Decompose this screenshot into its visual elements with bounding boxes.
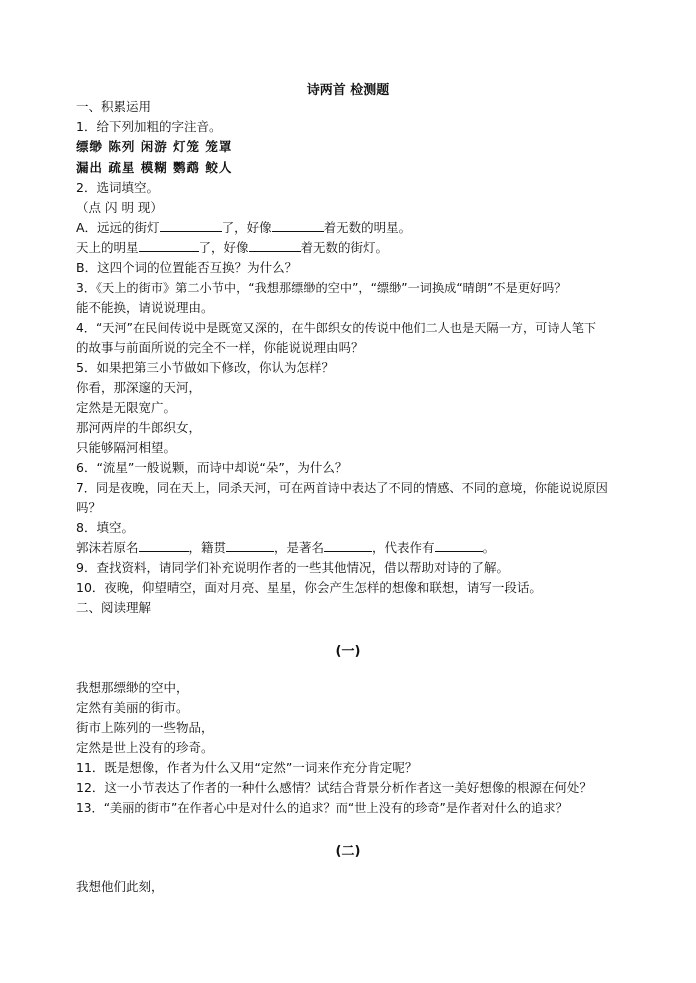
answer-blank[interactable] (226, 541, 274, 552)
poem-line: 街市上陈列的一些物品， (76, 720, 214, 735)
poem-line: 定然是世上没有的珍奇。 (76, 740, 214, 755)
question-9: 9．查找资料，请同学们补充说明作者的一些其他情况，借以帮助对诗的了解。 (76, 560, 509, 575)
part-title: (二) (335, 844, 361, 859)
question-6: 6．“流星”一般说颗，而诗中却说“朵”，为什么？ (76, 460, 348, 475)
question-7-line-1: 7．同是夜晚，同在天上，同杀天河，可在两首诗中表达了不同的情感、不同的意境，你能说说原因 (76, 481, 608, 495)
section-heading: 一、积累运用 (76, 99, 152, 114)
answer-blank[interactable] (139, 241, 199, 252)
question-7-line-2: 吗？ (76, 500, 102, 515)
question-3-line-2: 能不能换，请说说理由。 (76, 300, 214, 315)
question-4-line-1: 4．“天河”在民间传说中是既宽又深的，在牛郎织女的传说中他们二人也是天隔一方，可诗人笔下 (76, 321, 597, 335)
poem-line: 只能够隔河相望。 (76, 440, 177, 455)
answer-blank[interactable] (160, 221, 222, 232)
page-title: 诗两首 检测题 (306, 83, 390, 98)
question-3-line-1: 3．《天上的街市》第二小节中，“我想那缥缈的空中”，“缥缈”一词换成“晴朗”不是更好吗？ (76, 281, 567, 295)
answer-blank[interactable] (139, 541, 189, 552)
answer-blank[interactable] (435, 541, 483, 552)
question-8: 8．填空。 (76, 520, 134, 535)
question-2a-line-2: 天上的明星 了，好像 着无数的街灯。 (76, 240, 389, 255)
word-options: （点 闪 明 现） (76, 200, 163, 215)
answer-blank[interactable] (272, 221, 324, 232)
question-11: 11．既是想像，作者为什么又用“定然”一词来作充分肯定呢？ (76, 760, 418, 775)
poem-line: 定然有美丽的街市。 (76, 700, 189, 715)
question-8-fill: 郭沫若原名 ，籍贯 ，是著名 ，代表作有 。 (76, 540, 496, 555)
question-10: 10．夜晚，仰望晴空，面对月亮、星星，你会产生怎样的想像和联想，请写一段话。 (76, 580, 542, 595)
question-2b: B．这四个词的位置能否互换？为什么？ (76, 260, 298, 275)
pinyin-words-row-2: 漏出 疏星 模糊 鹦鹉 鲛人 (76, 160, 233, 175)
question-2a-line-1: A．远远的街灯 了，好像 着无数的明星。 (76, 220, 412, 235)
question-2: 2．选词填空。 (76, 180, 159, 195)
answer-blank[interactable] (249, 241, 301, 252)
section-heading: 二、阅读理解 (76, 600, 152, 615)
question-13: 13．“美丽的街市”在作者心中是对什么的追求？而“世上没有的珍奇”是作者对什么的追求？ (76, 801, 568, 815)
question-12: 12．这一小节表达了作者的一种什么感情？试结合背景分析作者这一美好想像的根源在何处？ (76, 780, 592, 795)
poem-line: 定然是无限宽广。 (76, 400, 177, 415)
answer-blank[interactable] (324, 541, 372, 552)
poem-line: 我想那缥缈的空中， (76, 680, 189, 695)
question-4-line-2: 的故事与前面所说的完全不一样，你能说说理由吗？ (76, 340, 364, 355)
question-5: 5．如果把第三小节做如下修改，你认为怎样？ (76, 360, 334, 375)
poem-line: 我想他们此刻， (76, 879, 164, 894)
poem-line: 那河两岸的牛郎织女， (76, 420, 202, 435)
pinyin-words-row-1: 缥缈 陈列 闲游 灯笼 笼罩 (76, 139, 233, 154)
question-1: 1．给下列加粗的字注音。 (76, 119, 222, 134)
part-title: (一) (335, 644, 361, 659)
poem-line: 你看，那深邃的天河， (76, 380, 202, 395)
